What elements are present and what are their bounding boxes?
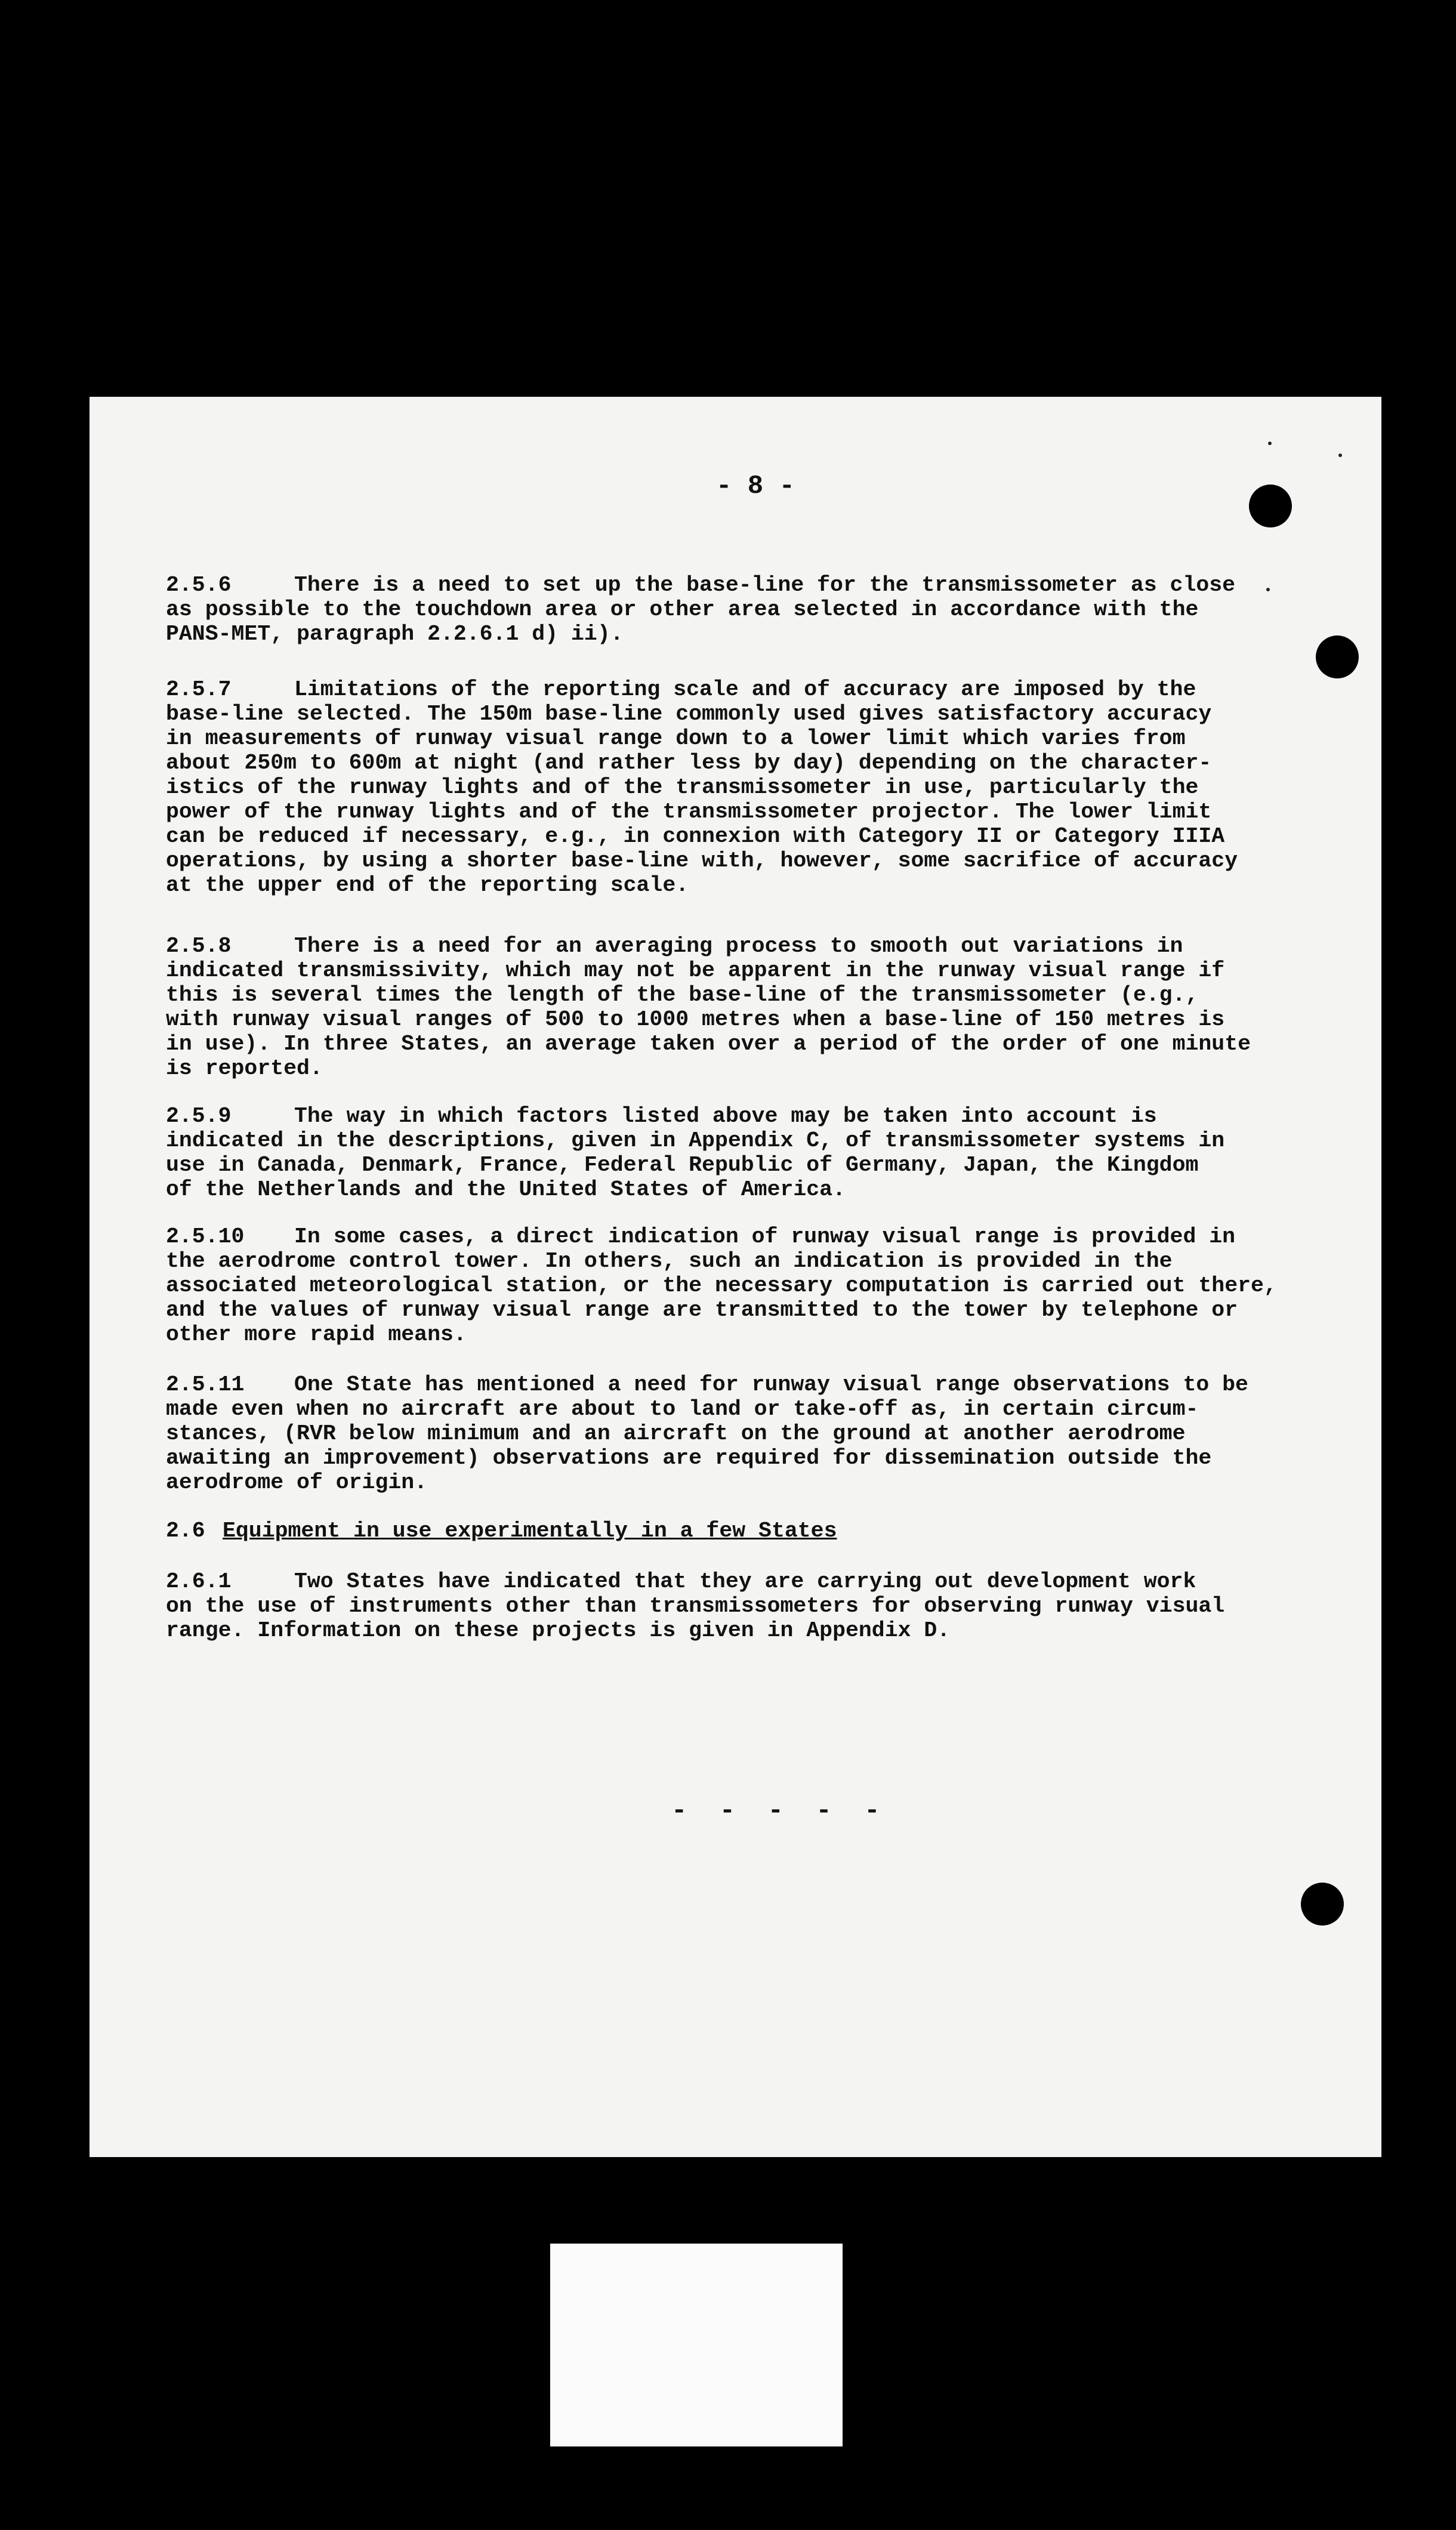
paragraph-2-5-7 (166, 677, 1238, 897)
paragraph-line: indicated in the descriptions, given in Appendix C, of transmissometer systems in (166, 1128, 1225, 1153)
paragraph-line: PANS-MET, paragraph 2.2.6.1 d) ii). (166, 622, 624, 646)
paragraph-number: 2.5.8 (166, 934, 232, 958)
section-heading-2-6 (166, 1519, 1228, 1543)
paragraph-line: There is a need for an averaging process to smooth out variations in (294, 934, 1183, 958)
paragraph-number: 2.5.7 (166, 677, 232, 702)
punch-hole-bottom (1301, 1883, 1344, 1926)
paragraph-line: the aerodrome control tower. In others, such an indication is provided in the (166, 1249, 1173, 1273)
end-marks: - - - - - (671, 1796, 889, 1826)
paragraph-line: In some cases, a direct indication of runway visual range is provided in (294, 1224, 1236, 1249)
paragraph-number: 2.5.9 (166, 1104, 232, 1128)
paragraph-line: operations, by using a shorter base-line with, however, some sacrifice of accuracy (166, 849, 1238, 873)
paragraph-line: aerodrome of origin. (166, 1470, 428, 1495)
paragraph-line: associated meteorological station, or the necessary computation is carried out there, (166, 1273, 1277, 1298)
paragraph-line: is reported. (166, 1056, 323, 1081)
paragraph-line: use in Canada, Denmark, France, Federal Republic of Germany, Japan, the Kingdom (166, 1153, 1199, 1177)
paragraph-line: in use). In three States, an average taken over a period of the order of one minute (166, 1032, 1251, 1056)
paragraph-line: Two States have indicated that they are carrying out development work (294, 1569, 1196, 1594)
paragraph-number: 2.5.10 (166, 1224, 245, 1249)
paragraph-number: 2.6.1 (166, 1569, 232, 1594)
scan-speck (1268, 442, 1272, 445)
paragraph-line: istics of the runway lights and of the transmissometer in use, particularly the (166, 775, 1199, 800)
paragraph-line: other more rapid means. (166, 1322, 467, 1347)
paragraph-line: about 250m to 600m at night (and rather less by day) depending on the character- (166, 751, 1212, 775)
paragraph-line: of the Netherlands and the United States of America. (166, 1177, 846, 1202)
paragraph-line: at the upper end of the reporting scale. (166, 873, 689, 897)
paragraph-line: in measurements of runway visual range down to a lower limit which varies from (166, 726, 1186, 751)
paragraph-2-6-1 (166, 1569, 1228, 1643)
paragraph-line: Limitations of the reporting scale and of accuracy are imposed by the (294, 677, 1196, 702)
paragraph-line: can be reduced if necessary, e.g., in connexion with Category II or Category IIIA (166, 824, 1225, 849)
punch-hole-top (1249, 485, 1292, 527)
paragraph-line: One State has mentioned a need for runway visual range observations to be (294, 1372, 1248, 1397)
punch-hole-middle (1316, 635, 1359, 678)
paragraph-line: range. Information on these projects is given in Appendix D. (166, 1618, 951, 1643)
paragraph-line: base-line selected. The 150m base-line commonly used gives satisfactory accuracy (166, 702, 1212, 726)
paragraph-2-5-6 (166, 573, 1236, 646)
paragraph-line: with runway visual ranges of 500 to 1000 metres when a base-line of 150 metres is (166, 1007, 1225, 1032)
paragraph-line: and the values of runway visual range are transmitted to the tower by telephone or (166, 1298, 1238, 1322)
paragraph-line: power of the runway lights and of the transmissometer projector. The lower limit (166, 800, 1212, 824)
page-number: - 8 - (716, 471, 795, 501)
paragraph-line: The way in which factors listed above may be taken into account is (294, 1104, 1157, 1128)
paragraph-line: stances, (RVR below minimum and an aircraft on the ground at another aerodrome (166, 1421, 1186, 1446)
paragraph-number: 2.5.6 (166, 573, 232, 597)
scan-speck (1338, 453, 1342, 457)
paragraph-line: awaiting an improvement) observations are required for dissemination outside the (166, 1446, 1212, 1470)
section-number: 2.6 (166, 1519, 205, 1543)
paragraph-line: as possible to the touchdown area or other area selected in accordance with the (166, 597, 1199, 622)
paragraph-number: 2.5.11 (166, 1372, 245, 1397)
section-title: Equipment in use experimentally in a few States (223, 1519, 837, 1543)
paragraph-2-5-9 (166, 1104, 1228, 1202)
paragraph-2-5-10 (166, 1224, 1277, 1347)
paragraph-line: made even when no aircraft are about to land or take-off as, in certain circum- (166, 1397, 1199, 1421)
scan-speck (1266, 588, 1270, 591)
paragraph-2-5-8 (166, 934, 1251, 1081)
paragraph-line: There is a need to set up the base-line for the transmissometer as close (294, 573, 1236, 597)
paragraph-line: indicated transmissivity, which may not be apparent in the runway visual range if (166, 958, 1225, 983)
paragraph-2-5-11 (166, 1372, 1248, 1495)
paragraph-line: on the use of instruments other than transmissometers for observing runway visual (166, 1594, 1225, 1618)
paragraph-line: this is several times the length of the base-line of the transmissometer (e.g., (166, 983, 1199, 1007)
scan-label-box (550, 2244, 843, 2446)
